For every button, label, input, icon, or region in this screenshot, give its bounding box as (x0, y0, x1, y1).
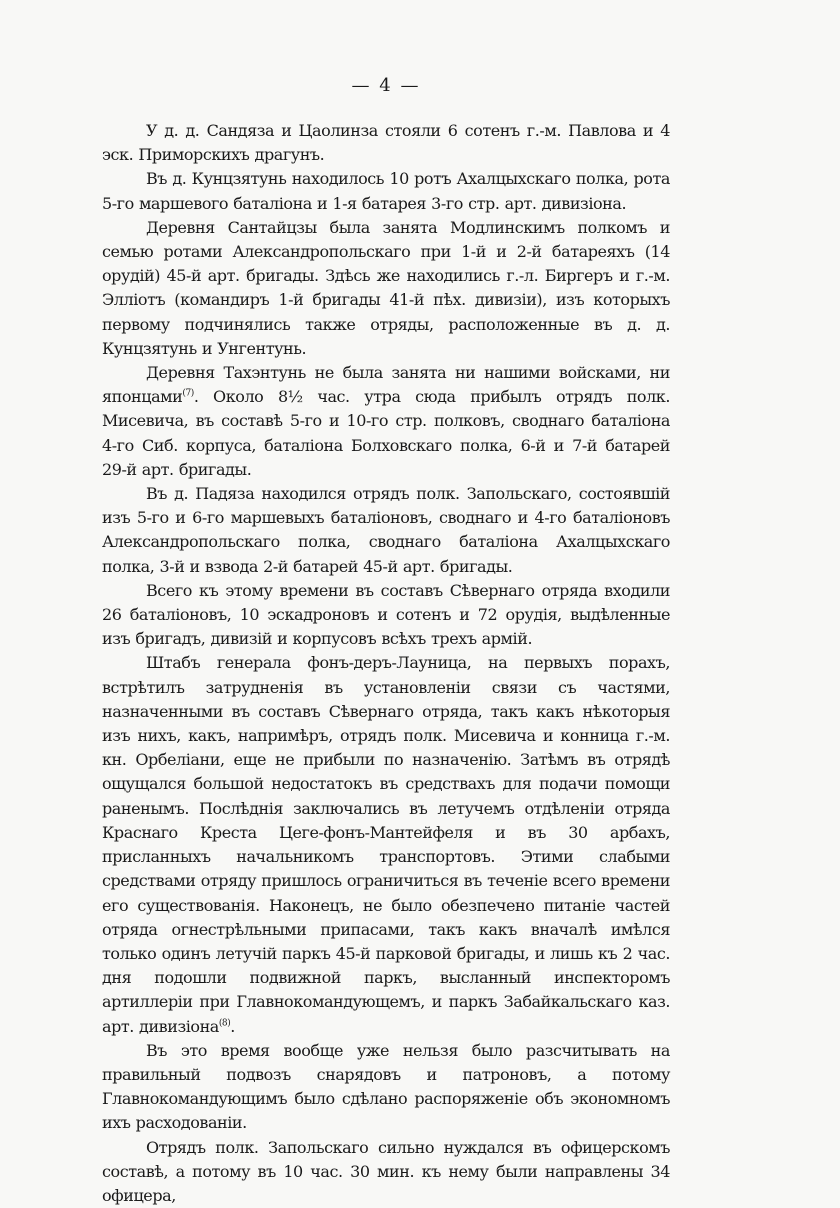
paragraph: Въ это время вообще уже нельзя было разсчитывать на правильный подвозъ снарядовъ и патроновъ, а потому Главнокомандующимъ было сдѣлано распоряженіе объ экономномъ ихъ расходованіи. (102, 1040, 670, 1133)
paragraph: Въ д. Падяза находился отрядъ полк. Запольскаго, состоявшій изъ 5-го и 6-го маршевыхъ баталіоновъ, своднаго и 4-го баталіоновъ Александропольскаго полка, своднаго баталіона Ахалцыхскаго полка, 3-й и взвода 2-й батарей 45-й арт. бригады. (102, 484, 670, 576)
paragraph-text: . Около 8½ час. утра сюда прибылъ отрядъ полк. Мисевича, въ составѣ 5-го и 10-го стр. полковъ, своднаго баталіона 4-го Сиб. корпуса, баталіона Болховскаго полка, 6-й и 7-й батарей 29-й арт. бригады. (102, 387, 670, 479)
document-page (102, 74, 670, 1208)
paragraph: Въ д. Кунцзятунь находилось 10 ротъ Ахалцыхскаго полка, рота 5-го маршевого баталіона и 1-я батарея 3-го стр. арт. дивизіона. (102, 169, 670, 213)
paragraph: Всего къ этому времени въ составъ Сѣвернаго отряда входили 26 баталіоновъ, 10 эскадроновъ и сотенъ и 72 орудія, выдѣленные изъ бригадъ, дивизій и корпусовъ всѣхъ трехъ армій. (102, 580, 670, 649)
footnote-marker: (7) (182, 388, 194, 399)
paragraph: У д. д. Сандяза и Цаолинза стояли 6 сотенъ г.-м. Павлова и 4 эск. Приморскихъ драгунъ. (102, 121, 670, 165)
paragraph: Отрядъ полк. Запольскаго сильно нуждался въ офицерскомъ составѣ, а потому въ 10 час. 30 мин. къ нему были направлены 34 офицера, (102, 1137, 670, 1205)
paragraph (102, 361, 670, 482)
footnote-marker: (8) (218, 1018, 231, 1029)
paragraph-text: . (230, 1016, 235, 1036)
paragraph (102, 651, 670, 1038)
paragraph: Деревня Сантайцзы была занята Модлинскимъ полкомъ и семью ротами Александропольскаго при 1-й и 2-й батареяхъ (14 орудій) 45-й арт. бригады. Здѣсь же находились г.-л. Биргеръ и г.-м. Эллiотъ (командиръ 1-й бригады 41-й пѣх. дивизіи), изъ которыхъ первому подчинялись также отряды, расположенные въ д. д. Кунцзятунь и Унгентунь. (102, 217, 670, 358)
page-number: — 4 — (351, 75, 421, 96)
paragraph-text: Штабъ генерала фонъ-деръ-Лауница, на первыхъ порахъ, встрѣтилъ затрудненія въ установленіи связи съ частями, назначенными въ составъ Сѣвернаго отряда, такъ какъ нѣкоторыя изъ нихъ, какъ, напримѣръ, отрядъ полк. Мисевича и конница г.-м. кн. Орбеліани, еще не прибыли по назначенію. Затѣмъ въ отрядѣ ощущался большой недостатокъ въ средствахъ для подачи помощи раненымъ. Послѣднія заключались въ летучемъ отдѣленіи отряда Краснаго Креста Цеге-фонъ-Мантейфеля и въ 30 арбахъ, присланныхъ начальникомъ транспортовъ. Этими слабыми средствами отряду пришлось ограничиться въ теченіе всего времени его существованія. Наконецъ, не было обезпечено питаніе частей отряда огнестрѣльными припасами, такъ какъ вначалѣ имѣлся только одинъ летучій паркъ 45-й парковой бригады, и лишь къ 2 час. дня подошли подвижной паркъ, высланный инспекторомъ артиллеріи при Главнокомандующемъ, и паркъ Забайкальскаго каз. арт. дивизіона (102, 653, 670, 1036)
paragraph-text: Деревня Тахэнтунь не была занята ни нашими войсками, ни японцами (102, 363, 670, 407)
